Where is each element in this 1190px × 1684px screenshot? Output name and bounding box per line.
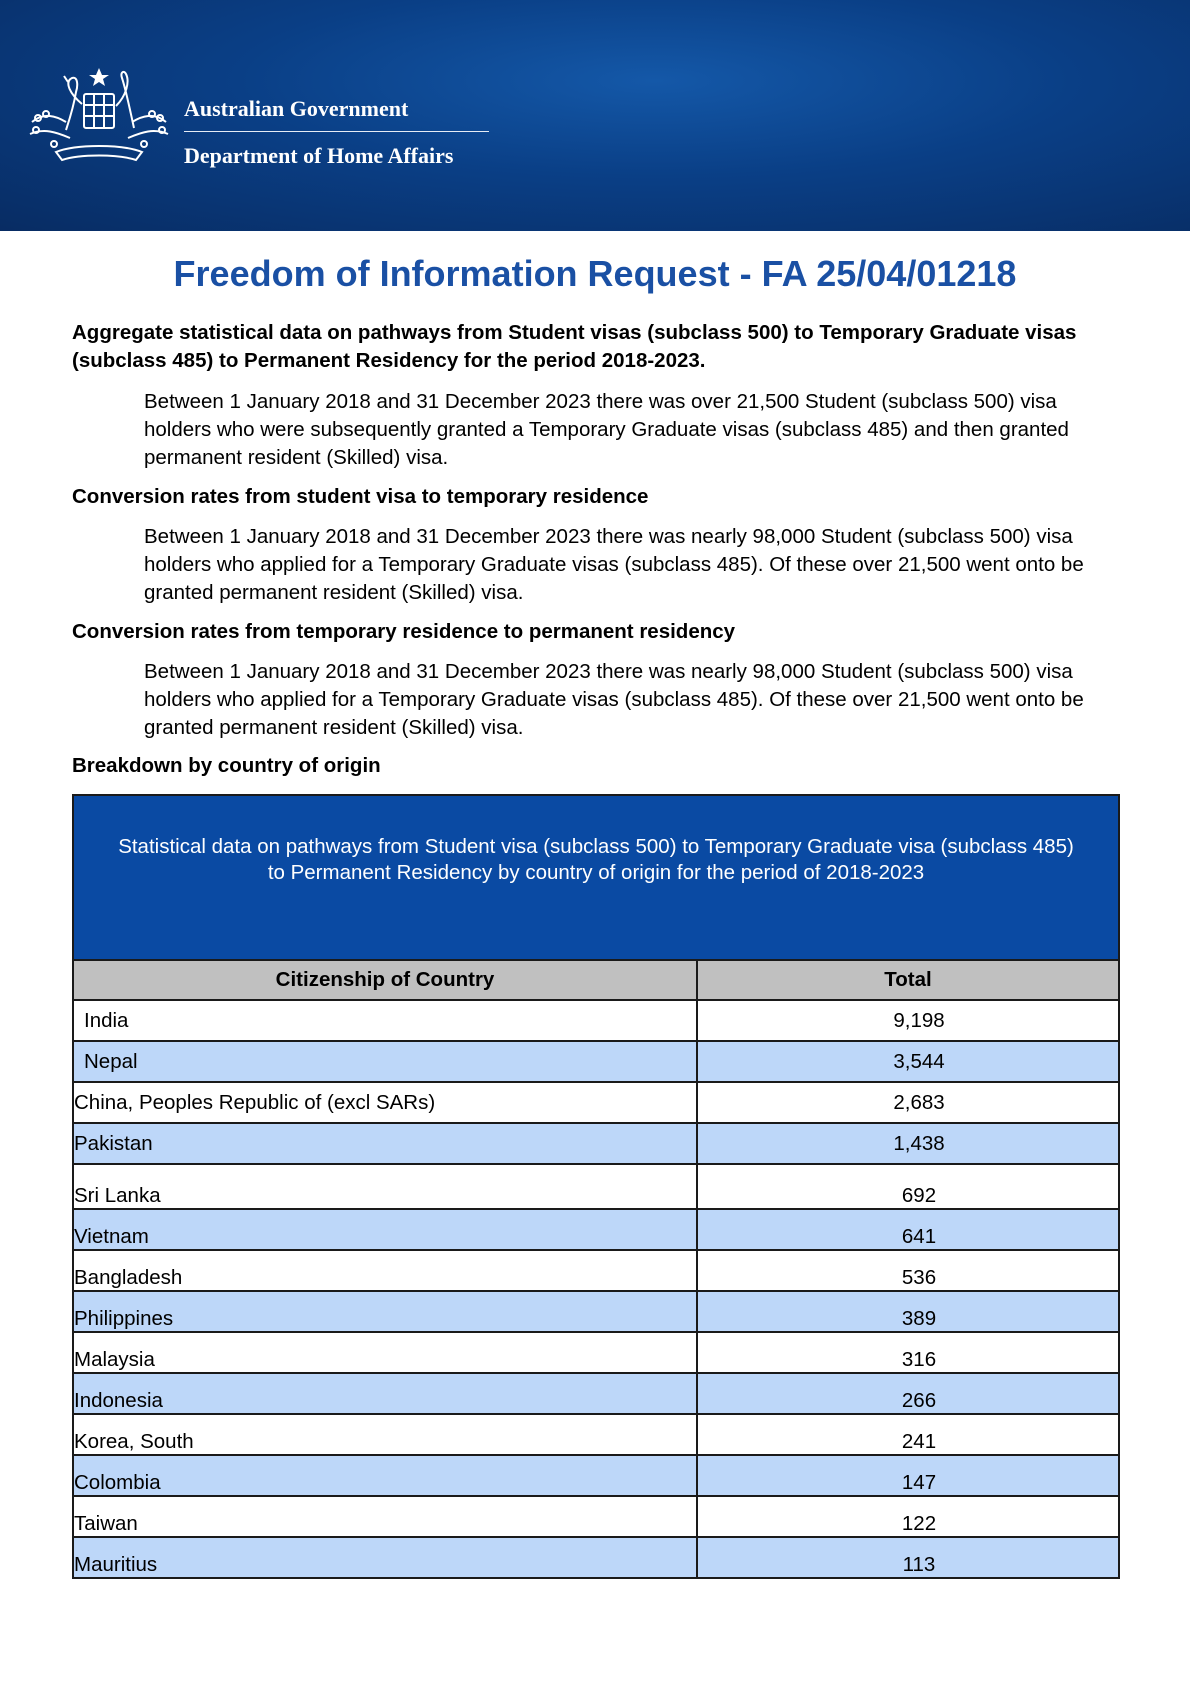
country-cell: Colombia: [73, 1455, 697, 1496]
section-heading-temporary-to-permanent: Conversion rates from temporary residence to permanent residency: [72, 620, 736, 643]
country-cell: Taiwan: [73, 1496, 697, 1537]
table-row: [73, 1123, 1119, 1164]
section-heading-student-to-temporary: Conversion rates from student visa to temporary residence: [72, 485, 649, 508]
page-title: Freedom of Information Request - FA 25/04/01218: [173, 253, 1017, 294]
table-row: [73, 1250, 1119, 1291]
country-cell: Mauritius: [73, 1537, 697, 1578]
total-cell: 1,438: [697, 1123, 1119, 1164]
total-cell: 389: [697, 1291, 1119, 1332]
total-cell: 692: [697, 1164, 1119, 1209]
country-cell: Sri Lanka: [73, 1164, 697, 1209]
total-cell: 147: [697, 1455, 1119, 1496]
table-row: [73, 1496, 1119, 1537]
section-heading-breakdown: Breakdown by country of origin: [72, 754, 381, 777]
government-name: Australian Government: [184, 96, 409, 121]
total-cell: 9,198: [697, 1000, 1119, 1041]
table-row: [73, 1537, 1119, 1578]
total-cell: 2,683: [697, 1082, 1119, 1123]
commonwealth-coat-of-arms-icon: [26, 64, 172, 172]
table-row: [73, 1000, 1119, 1041]
table-row: [73, 1373, 1119, 1414]
country-breakdown-table: [72, 794, 1120, 1579]
table-header-row: [73, 960, 1119, 1000]
country-cell: China, Peoples Republic of (excl SARs): [73, 1082, 697, 1123]
table-row: [73, 1455, 1119, 1496]
total-cell: 266: [697, 1373, 1119, 1414]
country-cell: Vietnam: [73, 1209, 697, 1250]
header-banner: [0, 0, 1190, 231]
total-cell: 241: [697, 1414, 1119, 1455]
department-name: Department of Home Affairs: [184, 143, 454, 168]
section-body-temporary-to-permanent: Between 1 January 2018 and 31 December 2023 there was nearly 98,000 Student (subclass 500) visa holders who applied for a Temporary Graduate visas (subclass 485). Of these over 21,500 went onto be granted permanent resident (Skilled) visa.: [144, 660, 1084, 739]
table-row: [73, 1332, 1119, 1373]
total-cell: 316: [697, 1332, 1119, 1373]
table-row: [73, 1164, 1119, 1209]
country-cell: India: [84, 1008, 129, 1032]
country-cell: Nepal: [84, 1049, 138, 1073]
total-cell: 122: [697, 1496, 1119, 1537]
country-cell: Malaysia: [73, 1332, 697, 1373]
column-header-total: Total: [697, 960, 1119, 1000]
section-heading-aggregate: Aggregate statistical data on pathways from Student visas (subclass 500) to Temporary Graduate visas (subclass 485) to Permanent Residency for the period 2018-2023.: [72, 321, 1077, 372]
column-header-country: Citizenship of Country: [73, 960, 697, 1000]
total-cell: 113: [697, 1537, 1119, 1578]
country-cell: Korea, South: [73, 1414, 697, 1455]
country-cell: Bangladesh: [73, 1250, 697, 1291]
table-row: [73, 1041, 1119, 1082]
country-cell: Pakistan: [73, 1123, 697, 1164]
table-caption: Statistical data on pathways from Student visa (subclass 500) to Temporary Graduate visa (subclass 485) to Permanent Residency by country of origin for the period of 2018-2023: [73, 795, 1119, 960]
table-row: [73, 1291, 1119, 1332]
table-row: [73, 1209, 1119, 1250]
table-row: [73, 1414, 1119, 1455]
section-body-student-to-temporary: Between 1 January 2018 and 31 December 2023 there was nearly 98,000 Student (subclass 500) visa holders who applied for a Temporary Graduate visas (subclass 485). Of these over 21,500 went onto be granted permanent resident (Skilled) visa.: [144, 525, 1084, 604]
country-cell: Indonesia: [73, 1373, 697, 1414]
total-cell: 3,544: [697, 1041, 1119, 1082]
total-cell: 536: [697, 1250, 1119, 1291]
country-cell: Philippines: [73, 1291, 697, 1332]
table-row: [73, 1082, 1119, 1123]
total-cell: 641: [697, 1209, 1119, 1250]
section-body-aggregate: Between 1 January 2018 and 31 December 2023 there was over 21,500 Student (subclass 500) visa holders who were subsequently granted a Temporary Graduate visas (subclass 485) and then granted permanent resident (Skilled) visa.: [144, 390, 1069, 469]
header-divider: [184, 131, 489, 132]
